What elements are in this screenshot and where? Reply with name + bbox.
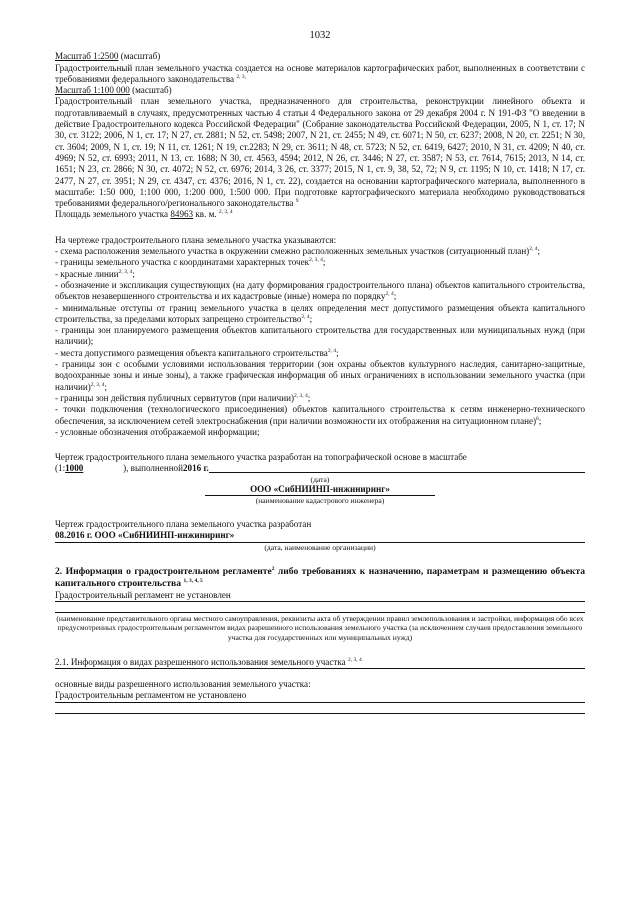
area-line [55,209,585,220]
drawing-item-sup: 2, 3, 4 [294,392,308,399]
main-uses-value: Градостроительным регламентом не установлено [55,690,585,702]
date-underline [209,472,585,473]
para1-sup: 2, 3, [236,73,246,80]
drawing-item-text: - условные обозначения отображаемой информации; [55,426,260,437]
drawing-item-sup: 2, 3, 4 [309,257,323,264]
drawing-item-tail: ; [537,246,540,257]
drawing-intro: На чертеже градостроительного плана земельного участка указываются: [55,234,337,245]
drawing-item [55,269,585,280]
topo-scale: 1000 [65,463,84,474]
section-2-value: Градостроительный регламент не установлен [55,590,585,602]
section21-title-text: 2.1. Информация о видах разрешенного использования земельного участка [55,656,346,667]
drawing-item [55,427,585,438]
area-unit: кв. м. [193,209,217,220]
scale1-line [55,51,585,62]
para2-sup: 9 [295,198,299,205]
drawing-item-sup: 2, 4 [301,313,310,320]
drawing-item-text: - границы зон с особыми условиями использования территории (зон охраны объектов культурного наследия, санитарно-защитные, водоохранные зоны и иные зоны), а также графическая информация об иных ограничениях в использовании земельного участка (при наличии) [55,359,585,392]
dev-line: Чертеж градостроительного плана земельного участка разработан [55,518,312,529]
section2-title-rest: либо требованиях к назначению, параметрам и размещению объекта капитального строительства [55,565,585,589]
caption-dev: (дата, наименование организации) [55,542,585,552]
drawing-item-tail: ; [538,415,542,426]
scale1-suffix: (масштаб) [118,51,161,62]
scale1-label: Масштаб 1:2500 [55,51,119,62]
drawing-item [55,359,585,393]
area-label: Площадь земельного участка [55,209,171,220]
section2-sup1: 2 [271,565,275,572]
drawing-item-sup: 2, 3, 4 [90,381,105,388]
drawing-item-text: - точки подключения (технологического присоединения) объектов капитального строительства к сетям инженерно-технического обеспечения, за исключением сетей электроснабжения (при наличии возможности их отображения на ситуационном плане) [55,404,585,426]
drawing-item [55,257,585,268]
drawing-item-text: - обозначение и экспликация существующих (на дату формирования градостроительного плана) объектов капитального строительства, объектов незавершенного строительства и их кадастровые (иные) номера по порядку [55,279,585,302]
drawing-item [55,325,585,348]
drawing-item-text: - границы зон планируемого размещения объектов капитального строительства для государственных или муниципальных нужд (при наличии); [55,325,585,347]
drawing-item [55,246,585,257]
drawing-item-tail: ; [336,347,339,358]
drawing-item-tail: ; [132,268,135,279]
main-uses-label: основные виды разрешенного использования земельного участка: [55,678,311,689]
caption-date: (дата) [310,474,330,484]
drawing-item-tail: ; [307,392,311,403]
drawing-item-sup: 6 [536,415,539,422]
page-number: 1032 [309,30,331,41]
section-2-note: (наименование представительного органа местного самоуправления, реквизиты акта об утверждении правил землепользования и застройки, информация обо всех предусмотренных градостроительным регламентом видах разрешенного использования земельного участка (за исключением случаев предоставления земельного участка для государственных или муниципальных нужд) [56,613,584,643]
topo-year: 2016 г. [182,463,209,474]
caption-engineer: (наименование кадастрового инженера) [205,495,435,505]
engineer-org: ООО «СибНИИНП-инжиниринг» [250,483,390,494]
area-value: 84963 [170,209,194,220]
drawing-item-sup: 2, 4 [529,246,538,253]
topo-line-1: Чертеж градостроительного плана земельного участка разработан на топографической основе в масштабе [55,452,467,463]
drawing-item-text: - минимальные отступы от границ земельного участка в целях определения мест допустимого размещения объекта капитального строительства, за пределами которых запрещено строительство [55,302,585,324]
area-sup: 2, 3, 4 [218,209,233,216]
drawing-item-tail: ; [309,313,313,324]
drawing-item-sup: 2, 4 [385,291,394,298]
drawing-items-list [55,246,585,438]
section2-sup2: 1, 3, 4, 5 [183,577,203,584]
para1-text: Градостроительный план земельного участка создается на основе материалов картографических работ, выполненных в соответствии с требованиями федерального законодательства [55,62,585,84]
section2-title-text: 2. Информация о градостроительном регламенте [55,565,272,577]
drawing-item-tail: ; [104,381,108,392]
scale2-suffix: (масштаб) [129,85,172,96]
topo-mid: ), выполненной [123,463,183,474]
drawing-item [55,348,585,359]
drawing-item-text: - границы земельного участка с координатами характерных точек [55,257,310,268]
drawing-item-text: - красные линии [55,268,119,279]
para-2 [55,96,585,209]
scale2-label: Масштаб 1:100 000 [55,85,130,96]
section-2-title [55,566,585,590]
drawing-item-text: - границы зон действия публичных сервитутов (при наличии) [55,392,295,403]
topo-open: (1: [55,463,66,474]
topo-line-2 [55,463,585,474]
drawing-item-text: - схема расположения земельного участка в окружении смежно расположенных земельных участков (ситуационный план) [55,246,530,257]
drawing-item-tail: ; [322,257,326,268]
document-page [55,30,585,714]
drawing-item-sup: 2, 3, 4 [118,268,133,275]
drawing-item [55,393,585,404]
drawing-item [55,303,585,326]
drawing-item-text: - места допустимого размещения объекта капитального строительства [55,347,328,358]
section-21-title [55,657,585,669]
para-1 [55,63,585,86]
drawing-item-sup: 2, 4 [327,347,337,354]
drawing-item-tail: ; [393,291,397,302]
dev-value: 08.2016 г. ООО «СибНИИНП-инжиниринг» [55,530,235,541]
section21-sup: 2, 3, 4 [347,656,362,663]
para2-text: Градостроительный план земельного участка, предназначенного для строительства, реконструкции линейного объекта и подготавливаемый в случаях, предусмотренных частью 4 статьи 4 Федерального закона от 29 декабря 2004 г. N 191-ФЗ "О введении в действие Градостроительного кодекса Российской Федерации" (Собрание законодательства Российской Федерации, 2005, N 1, ст. 17; N 30, ст. 3122; 2006, N 1, ст. 17; N 27, ст. 2881; N 52, ст. 5498; 2007, N 21, ст. 2455; N 49, ст. 6071; N 50, ст. 6237; 2008, N 20, ст. 2251; N 30, ст. 3604; 2009, N 1, ст. 19; N 11, ст. 1261; N 19, ст.2283; N 29, ст. 3611; N 48, ст. 5723; N 52, ст. 6419, 6427; 2010, N 31, ст. 4209; N 40, ст. 4969; N 52, ст. 6993; 2011, N 13, ст. 1688; N 30, ст. 4563, 4594; 2012, N 26, ст. 3446; N 27, ст. 3587; N 53, ст. 7614, 7615; 2013, N 14, ст. 1651; N 23, ст. 2866; N 30, ст. 4072; N 52, ст. 6976; 2014, 3 26, ст. 3377; 2015, N 1, ст. 9, 38, 52, 72; N 9, ст. 1195; N 10, ст. 1418; N 17, ст. 2477, N 27, ст. 3951; N 29, ст. 4347, ст. 4376; 2016, N 1, ст. 22), создается на основании картографического материала, выполненного в масштабе: 1:50 000, 1:100 000, 1:200 000, 1:500 000. При подготовке картографического материала необходимо руководствоваться требованиями федерального/регионального законодательства [55,96,585,209]
scale2-line [55,85,585,96]
drawing-item [55,404,585,427]
drawing-item [55,280,585,303]
